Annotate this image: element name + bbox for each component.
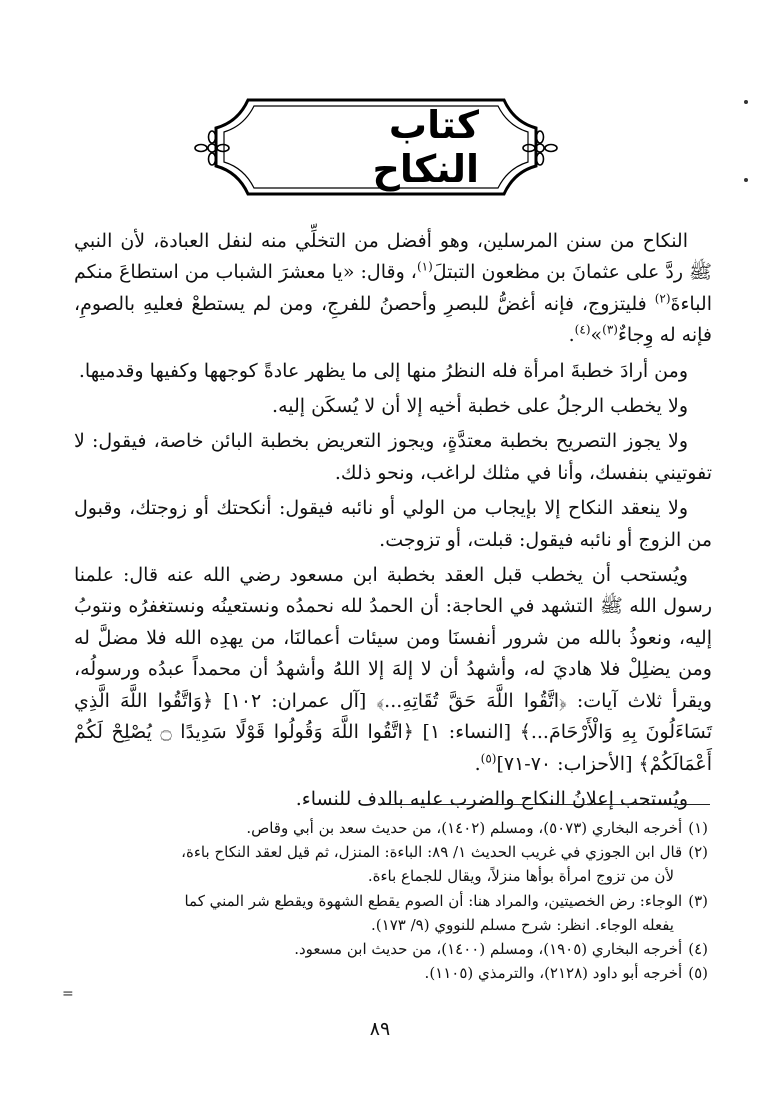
paragraph-text: »: [590, 324, 603, 347]
paragraph: [74, 784, 712, 815]
footnote: [72, 889, 708, 937]
footnote-text: أخرجه البخاري (١٩٠٥)، ومسلم (١٤٠٠)، من حديث ابن مسعود.: [294, 940, 683, 959]
footnote-text: أخرجه أبو داود (٢١٢٨)، والترمذي (١١٠٥).: [424, 964, 683, 983]
paragraph-text: ويُستحب أن يخطب قبل العقد بخطبة ابن مسعود رضي الله عنه قال: علمنا رسول الله ﷺ التشهد في الحاجة: أن الحمدُ لله نحمدُه ونستعينُه ونستغفرُه ونتوبُ إليه، ونعوذُ بالله من شرور أنفسنَا ومن سيئات أعمالنَا، من يهدِه الله فلا مضلَّ له ومن يضلِلْ فلا هاديَ له، وأشهدُ أن لا إلهَ إلا اللهُ وأشهدُ أن محمداً عبدُه ورسولُه، ويقرأ ثلاث آيات: ﴿اتَّقُوا اللَّهَ حَقَّ تُقَاتِهِ...﴾ [آل عمران: ١٠٢] ﴿وَاتَّقُوا اللَّهَ الَّذِي تَسَاءَلُونَ بِهِ وَالْأَرْحَامَ...﴾ [النساء: ١] ﴿اتَّقُوا اللَّهَ وَقُولُوا قَوْلًا سَدِيدًا ۝ يُصْلِحْ لَكُمْ أَعْمَالَكُمْ﴾ [الأحزاب: ٧٠-٧١]: [74, 564, 712, 775]
footnote-continuation: يفعله الوجاء. انظر: شرح مسلم للنووي (٩/ ١٧٣).: [371, 915, 674, 934]
paragraph: [74, 426, 712, 489]
margin-dot: [744, 178, 748, 182]
paragraph: [74, 356, 712, 387]
flower-ornament-icon: [194, 130, 230, 166]
footnote-reference: (٤): [574, 322, 591, 337]
paragraph-text: فليتزوج، فإنه أغضُّ للبصرِ وأحصنُ للفرجِ، ومن لم يستطعْ فعليهِ بالصومِ، فإنه له وِجاءٌ: [74, 292, 712, 347]
footnote: [72, 840, 708, 888]
footnote-reference: (٣): [602, 322, 618, 337]
footnotes-section: [72, 816, 708, 985]
chapter-title-frame: [178, 92, 574, 202]
main-text-body: [74, 226, 712, 815]
footnote-divider: [383, 804, 710, 805]
paragraph-text: ولا يخطب الرجلُ على خطبة أخيه إلا أن لا يُسكَن إليه.: [272, 395, 688, 418]
margin-continuation-mark: =: [62, 986, 74, 1002]
footnote-number: (١): [688, 819, 708, 837]
paragraph-text: ومن أرادَ خطبةَ امرأة فله النظرُ منها إلى ما يظهر عادةً كوجهها وكفيها وقدميها.: [78, 359, 688, 382]
paragraph-text: ، وقال: «يا معشرَ الشباب من استطاعَ منكم الباءةَ: [74, 261, 712, 315]
chapter-title: كتاب النكاح: [372, 103, 479, 191]
paragraph-text: .: [568, 324, 575, 347]
footnote: [72, 937, 708, 961]
footnote-number: (٤): [688, 940, 708, 959]
footnote-text: قال ابن الجوزي في غريب الحديث ١/ ٨٩: الباءة: المنزل، ثم قيل لعقد النكاح باءة،: [181, 843, 683, 862]
paragraph-text: .: [474, 752, 481, 775]
footnote-reference: (٢): [654, 291, 671, 306]
page-number: ٨٩: [369, 1018, 391, 1040]
footnote-continuation: لأن من تزوج امرأة بوأها منزلاً، ويقال للجماع باءة.: [367, 867, 674, 886]
footnote: [72, 961, 708, 985]
paragraph-text: ولا ينعقد النكاح إلا بإيجاب من الولي أو نائبه فيقول: أنكحتك أو زوجتك، وقبول من الزوج أو نائبه فيقول: قبلت، أو تزوجت.: [74, 497, 712, 551]
footnote-reference: (٥): [480, 751, 497, 766]
margin-dot: [744, 100, 748, 104]
footnote-number: (٥): [688, 964, 708, 983]
footnote-text: أخرجه البخاري (٥٠٧٣)، ومسلم (١٤٠٢)، من حديث سعد بن أبي وقاص.: [246, 819, 683, 837]
paragraph-text: ويُستحب إعلانُ النكاح والضرب عليه بالدف للنساء.: [295, 787, 688, 810]
footnote: [72, 816, 708, 840]
paragraph: [74, 560, 712, 780]
paragraph: [74, 493, 712, 556]
paragraph: [74, 391, 712, 422]
paragraph: [74, 226, 712, 352]
footnote-text: الوجاء: رض الخصيتين، والمراد هنا: أن الصوم يقطع الشهوة ويقطع شر المني كما: [184, 891, 683, 910]
footnote-reference: (١): [416, 260, 433, 275]
paragraph-text: ولا يجوز التصريح بخطبة معتدَّةٍ، ويجوز التعريض بخطبة البائن خاصة، فيقول: لا تفوتيني بنفسك، وأنا في مثلك لراغب، ونحو ذلك.: [74, 430, 712, 484]
flower-ornament-icon: [522, 130, 558, 166]
paragraph-text: النكاح من سنن المرسلين، وهو أفضل من التخلِّي منه لنفل العبادة، لأن النبي ﷺ ردَّ على عثمانَ بن مظعون التبتلَ: [74, 230, 712, 284]
footnote-number: (٢): [688, 843, 708, 862]
footnote-number: (٣): [688, 891, 708, 910]
